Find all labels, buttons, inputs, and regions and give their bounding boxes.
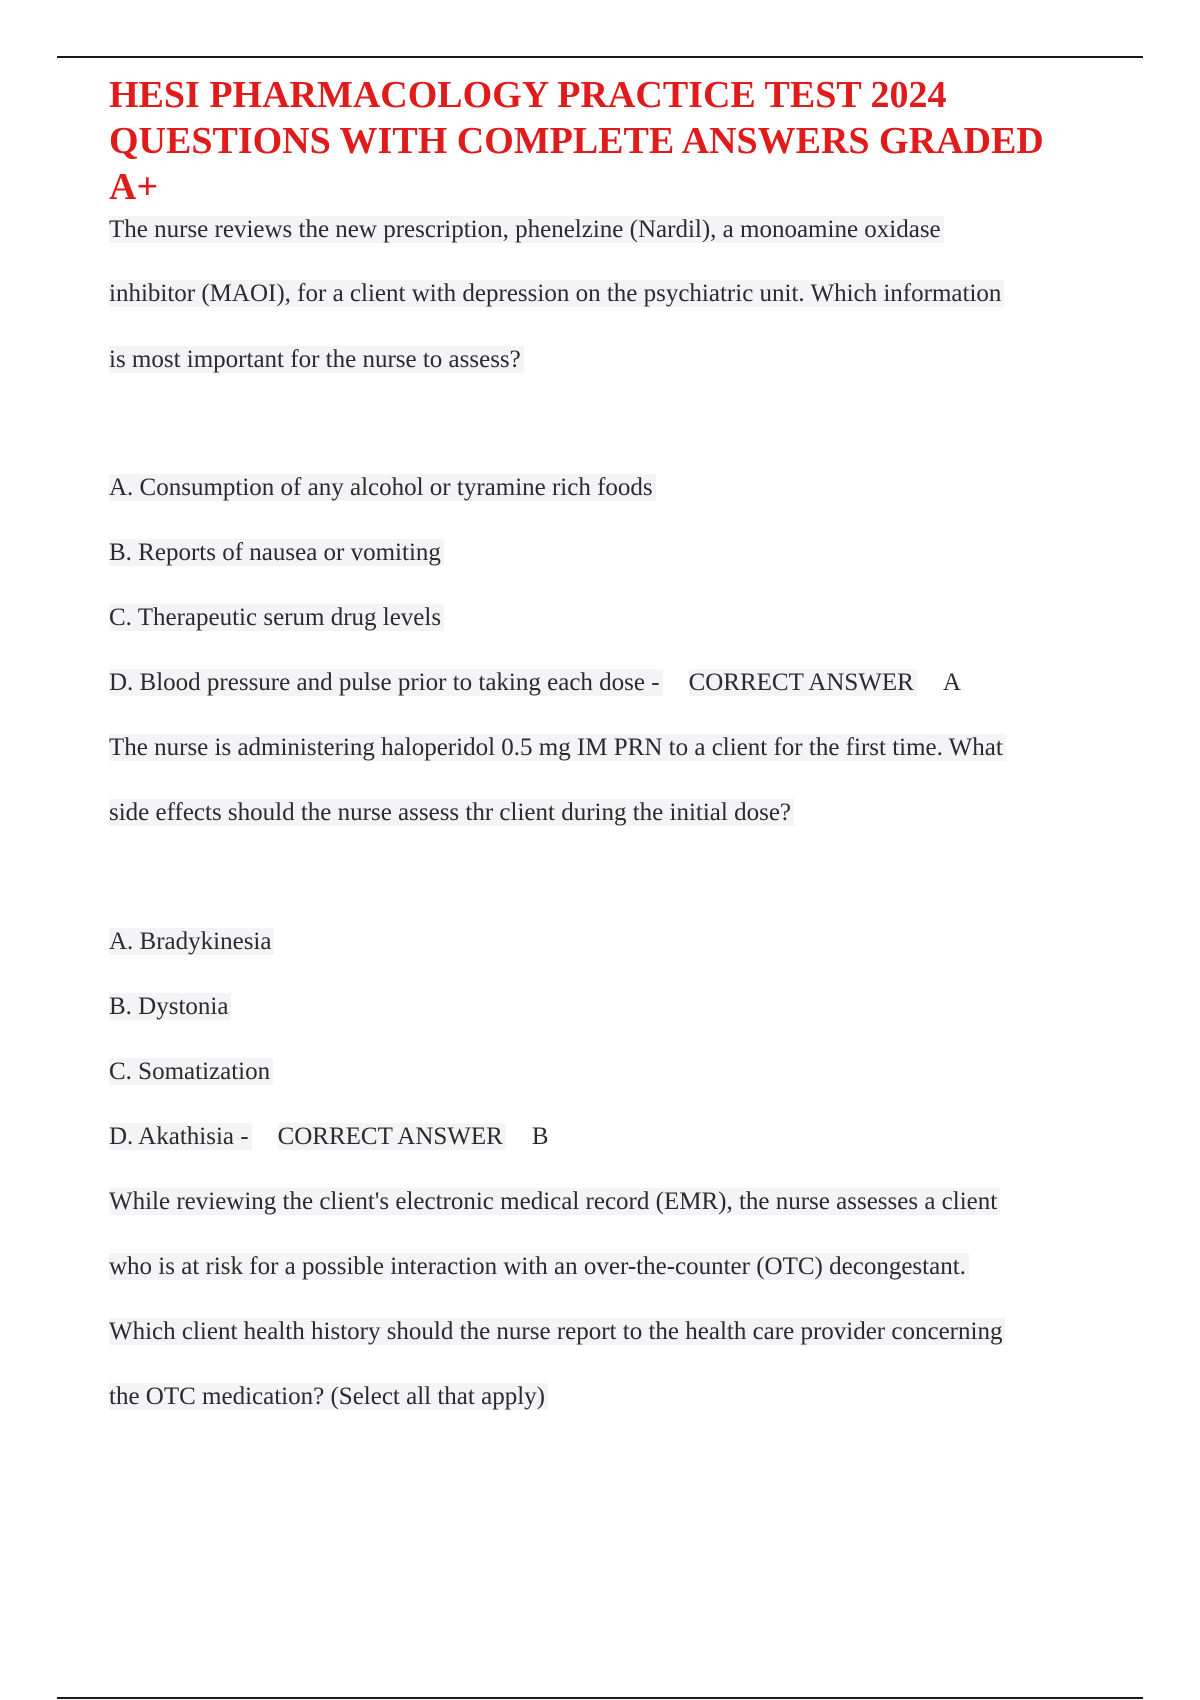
question-3-stem-line: Which client health history should the nurse report to the health care provider concerning xyxy=(109,1316,1005,1348)
question-2-option-d: D. Akathisia - CORRECT ANSWER B xyxy=(109,1123,549,1150)
title-line: A+ xyxy=(109,166,159,208)
correct-answer-value: A xyxy=(942,669,961,696)
title-line: QUESTIONS WITH COMPLETE ANSWERS GRADED xyxy=(109,120,1044,162)
question-1-stem-line: inhibitor (MAOI), for a client with depression on the psychiatric unit. Which information xyxy=(109,278,1004,310)
question-2-stem-line: side effects should the nurse assess thr client during the initial dose? xyxy=(109,797,794,829)
question-1-option-d: D. Blood pressure and pulse prior to taking each dose - CORRECT ANSWER A xyxy=(109,669,961,696)
question-1-stem-line: is most important for the nurse to assess? xyxy=(109,344,524,376)
question-2-stem-line: The nurse is administering haloperidol 0.5 mg IM PRN to a client for the first time. What xyxy=(109,732,1006,764)
question-1-option-b: B. Reports of nausea or vomiting xyxy=(109,537,444,569)
question-1-option-a: A. Consumption of any alcohol or tyramine rich foods xyxy=(109,472,656,504)
correct-answer-label: CORRECT ANSWER xyxy=(278,1123,506,1150)
correct-answer-value: B xyxy=(531,1123,549,1150)
question-3-stem-line: who is at risk for a possible interaction with an over-the-counter (OTC) decongestant. xyxy=(109,1251,969,1283)
question-1-option-c: C. Therapeutic serum drug levels xyxy=(109,602,444,634)
question-1-stem-line: The nurse reviews the new prescription, phenelzine (Nardil), a monoamine oxidase xyxy=(109,214,944,246)
question-3-stem-line: the OTC medication? (Select all that apply) xyxy=(109,1381,548,1413)
document-title xyxy=(109,72,1129,210)
title-line: HESI PHARMACOLOGY PRACTICE TEST 2024 xyxy=(109,74,947,116)
correct-answer-label: CORRECT ANSWER xyxy=(689,669,917,696)
bottom-rule xyxy=(57,1697,1143,1699)
top-rule xyxy=(57,56,1143,58)
question-2-option-a: A. Bradykinesia xyxy=(109,926,274,958)
question-2-option-c: C. Somatization xyxy=(109,1056,273,1088)
question-2-option-b: B. Dystonia xyxy=(109,991,231,1023)
question-3-stem-line: While reviewing the client's electronic medical record (EMR), the nurse assesses a client xyxy=(109,1186,1000,1218)
